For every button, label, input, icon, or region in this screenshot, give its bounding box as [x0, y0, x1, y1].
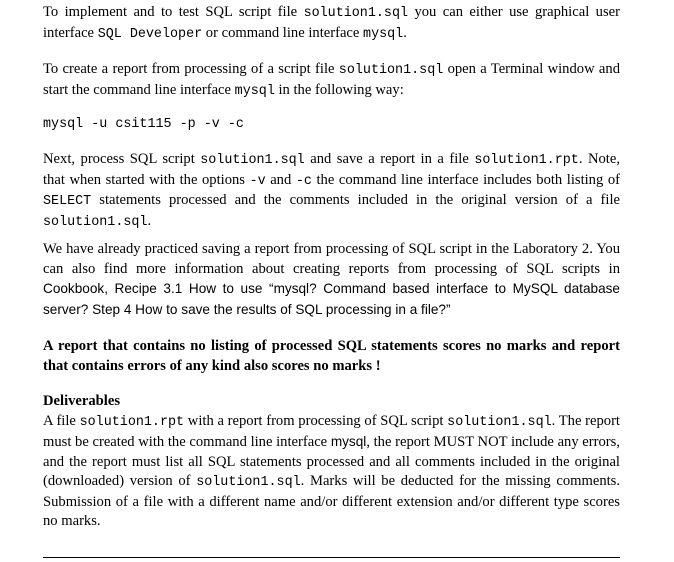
code-tool: mysql — [363, 26, 404, 42]
paragraph-warning: A report that contains no listing of processed SQL statements scores no marks and report that contains errors of any kind also scores no marks ! — [43, 338, 620, 374]
text: . — [147, 212, 152, 229]
text: . The report must be created with the command line interface — [43, 412, 620, 450]
code-filename: solution1.sql — [196, 475, 301, 490]
deliverables-heading: Deliverables — [43, 393, 121, 409]
code-filename: solution1.sql — [303, 6, 409, 21]
code-filename: solution1.rpt — [79, 414, 185, 430]
code-filename: solution1.sql — [447, 414, 552, 430]
cookbook-reference: Cookbook, Recipe 3.1 How to use “mysql? Command based interface to MySQL database server? Step 4 How to save the results of SQL processing in a file?” — [43, 281, 620, 317]
code-option: -v — [249, 173, 266, 189]
code-option: -c — [295, 173, 312, 189]
code-tool: SQL Developer — [97, 26, 203, 42]
tool-name: mysql — [330, 434, 367, 449]
text: or command line interface — [202, 24, 364, 41]
text: . Note, that when started with the options — [43, 151, 620, 188]
code-filename: solution1.rpt — [474, 153, 579, 168]
text: To implement and to test SQL script file — [43, 4, 304, 20]
text: in the following way: — [274, 81, 404, 98]
bottom-divider — [43, 557, 620, 558]
text: . — [403, 24, 407, 41]
paragraph-implement — [43, 3, 620, 44]
code-filename: solution1.sql — [43, 214, 148, 230]
paragraph-deliverables — [43, 412, 620, 532]
code-tool: mysql — [234, 83, 275, 99]
code-filename: solution1.sql — [338, 63, 444, 78]
text: you can either use graphical user interface — [43, 4, 620, 41]
text: with a report from processing of SQL script — [184, 412, 448, 429]
text: To create a report from processing of a script file — [43, 61, 339, 77]
text: Next, process SQL script — [43, 151, 201, 167]
text: We have already practiced saving a report from processing of SQL script in the Laboratory 2. You can also find more information about creating reports from processing of SQL scripts in — [43, 241, 620, 277]
text: the command line interface includes both listing of — [311, 171, 621, 188]
command-line: mysql -u csit115 -p -v -c — [43, 117, 244, 132]
text: , the report MUST NOT include any errors, and the report must list all SQL statements processed and all comments included in the original (downloaded) version of — [43, 434, 620, 489]
text: open a Terminal window and start the command line interface — [43, 61, 620, 98]
text: and — [265, 171, 296, 188]
deliverables-section — [43, 392, 620, 532]
paragraph-create-report — [43, 60, 620, 101]
paragraph-laboratory — [43, 240, 620, 320]
paragraph-next-process — [43, 150, 620, 232]
text: A file — [43, 412, 80, 429]
code-filename: solution1.sql — [200, 153, 305, 168]
text: and save a report in a file — [304, 151, 475, 167]
code-keyword: SELECT — [43, 194, 92, 209]
text: . Marks will be deducted for the missing comments. Submission of a file with a different name and/or different extension and/or different type scores no marks. — [43, 473, 620, 529]
text: statements processed and the comments included in the original version of a file — [91, 192, 620, 208]
